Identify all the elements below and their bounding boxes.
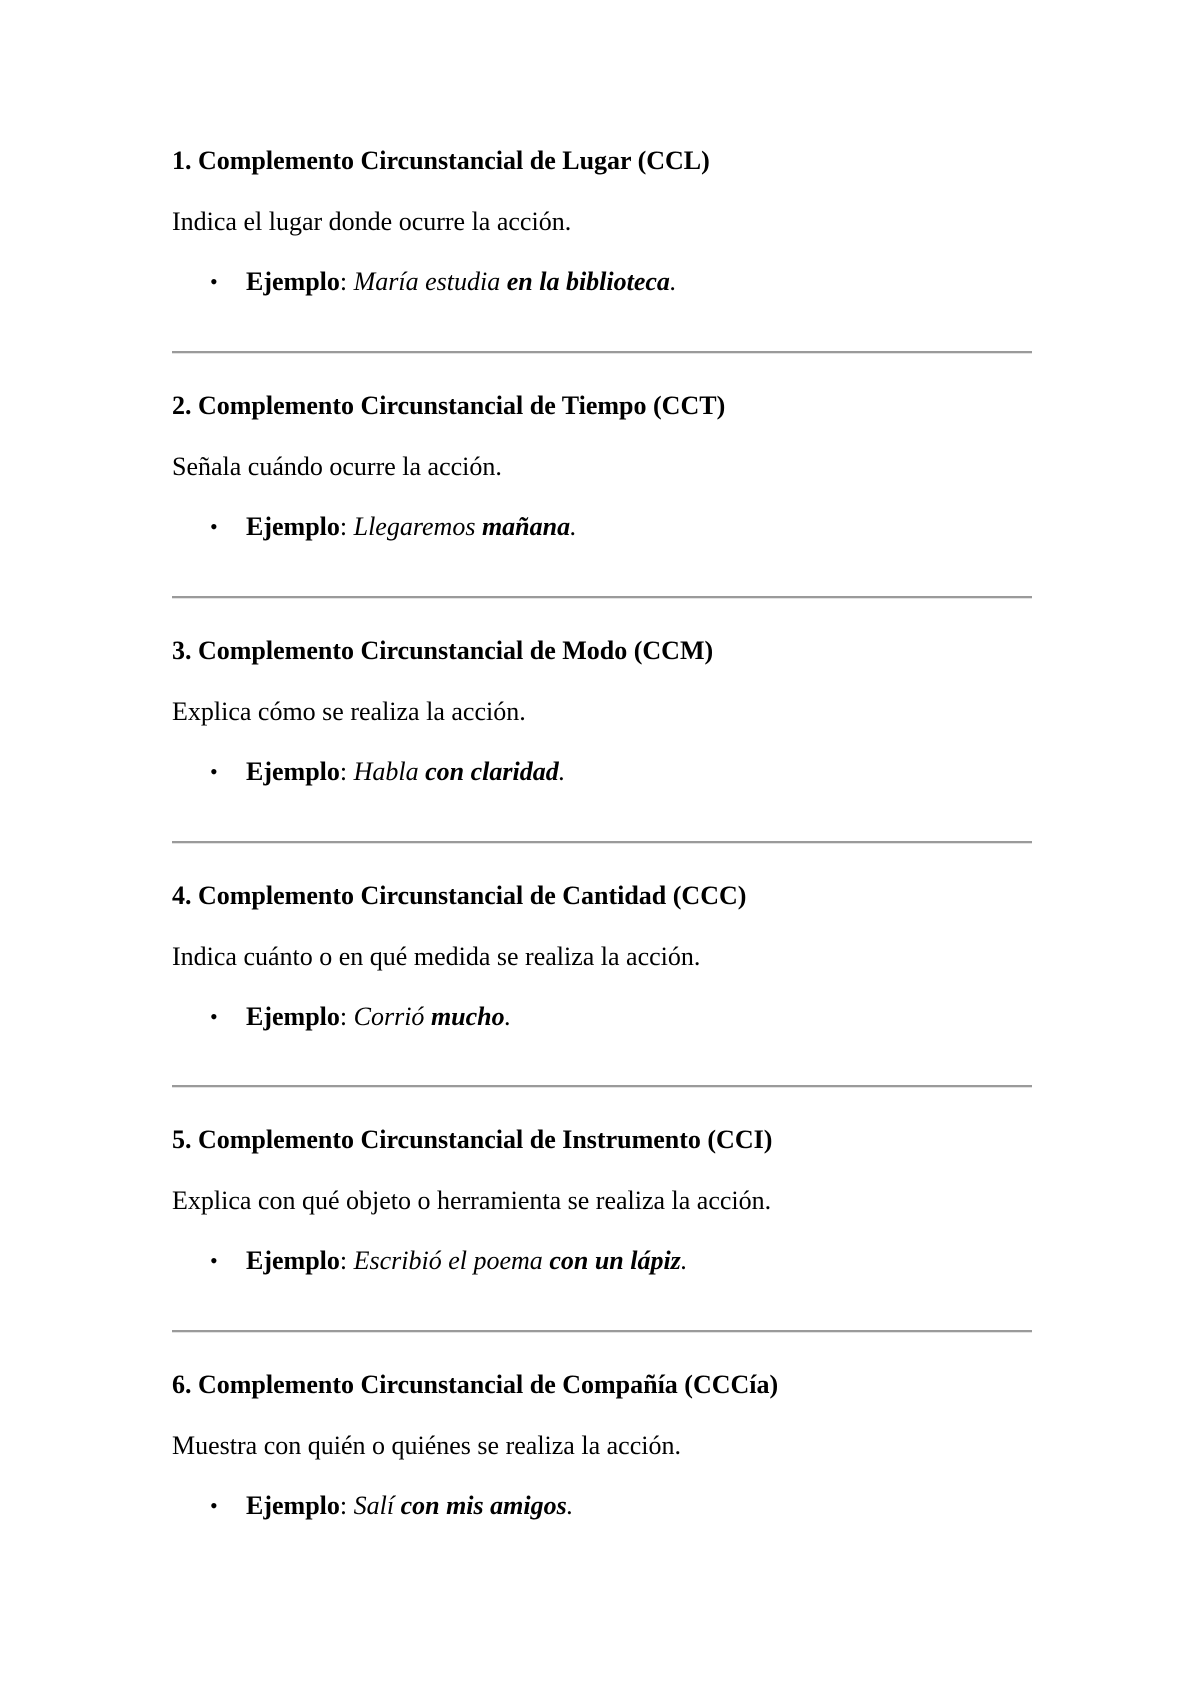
example-period: .: [504, 1002, 512, 1031]
section-description: Explica con qué objeto o herramienta se realiza la acción.: [172, 1186, 772, 1215]
example-period: .: [669, 267, 677, 296]
bullet-icon: •: [210, 1004, 218, 1029]
example-text: [246, 1246, 687, 1276]
example-separator: :: [339, 1002, 354, 1031]
example-period: .: [566, 1491, 574, 1520]
example-label: Ejemplo: [246, 512, 340, 541]
section-description: Indica cuánto o en qué medida se realiza la acción.: [172, 942, 701, 971]
horizontal-rule: [172, 351, 1032, 354]
example-text: [246, 267, 676, 297]
bullet-icon: •: [210, 759, 218, 784]
example-separator: :: [339, 757, 354, 786]
section-description: Muestra con quién o quiénes se realiza la acción.: [172, 1431, 681, 1460]
section-heading: 4. Complemento Circunstancial de Cantidad (CCC): [172, 881, 747, 910]
example-period: .: [570, 512, 577, 541]
example-sentence: Habla: [353, 757, 426, 786]
example-label: Ejemplo: [246, 267, 340, 296]
example-text: [246, 1002, 511, 1032]
section-heading: 2. Complemento Circunstancial de Tiempo (CCT): [172, 391, 726, 420]
example-separator: :: [339, 267, 354, 296]
example-sentence: Corrió: [353, 1002, 431, 1031]
example-separator: :: [339, 1491, 354, 1520]
example-sentence: Salí: [353, 1491, 401, 1520]
example-text: [246, 757, 565, 787]
section-heading: 3. Complemento Circunstancial de Modo (CCM): [172, 636, 714, 665]
example-period: .: [680, 1246, 688, 1275]
example-separator: :: [339, 512, 354, 541]
horizontal-rule: [172, 1085, 1032, 1088]
horizontal-rule: [172, 596, 1032, 599]
section-description: Explica cómo se realiza la acción.: [172, 697, 526, 726]
example-label: Ejemplo: [246, 757, 340, 786]
example-text: [246, 1491, 573, 1521]
bullet-icon: •: [210, 1248, 218, 1273]
example-separator: :: [339, 1246, 354, 1275]
example-sentence: Escribió el poema: [353, 1246, 550, 1275]
horizontal-rule: [172, 1330, 1032, 1333]
bullet-icon: •: [210, 1493, 218, 1518]
section-heading: 5. Complemento Circunstancial de Instrumento (CCI): [172, 1125, 773, 1154]
bullet-icon: •: [210, 269, 218, 294]
example-complement: en la biblioteca: [506, 267, 670, 296]
example-complement: mañana: [481, 512, 571, 541]
section-heading: 6. Complemento Circunstancial de Compañía (CCCía): [172, 1370, 779, 1399]
section-heading: 1. Complemento Circunstancial de Lugar (CCL): [172, 146, 710, 175]
example-complement: con mis amigos: [400, 1491, 567, 1520]
example-sentence: Llegaremos: [353, 512, 482, 541]
example-label: Ejemplo: [246, 1002, 340, 1031]
example-sentence: María estudia: [353, 267, 507, 296]
bullet-icon: •: [210, 514, 218, 539]
example-complement: con un lápiz: [549, 1246, 681, 1275]
example-complement: con claridad: [425, 757, 559, 786]
horizontal-rule: [172, 841, 1032, 844]
example-label: Ejemplo: [246, 1246, 340, 1275]
section-description: Indica el lugar donde ocurre la acción.: [172, 207, 572, 236]
example-label: Ejemplo: [246, 1491, 340, 1520]
section-description: Señala cuándo ocurre la acción.: [172, 452, 502, 481]
example-period: .: [558, 757, 566, 786]
example-text: [246, 512, 577, 542]
example-complement: mucho: [430, 1002, 505, 1031]
